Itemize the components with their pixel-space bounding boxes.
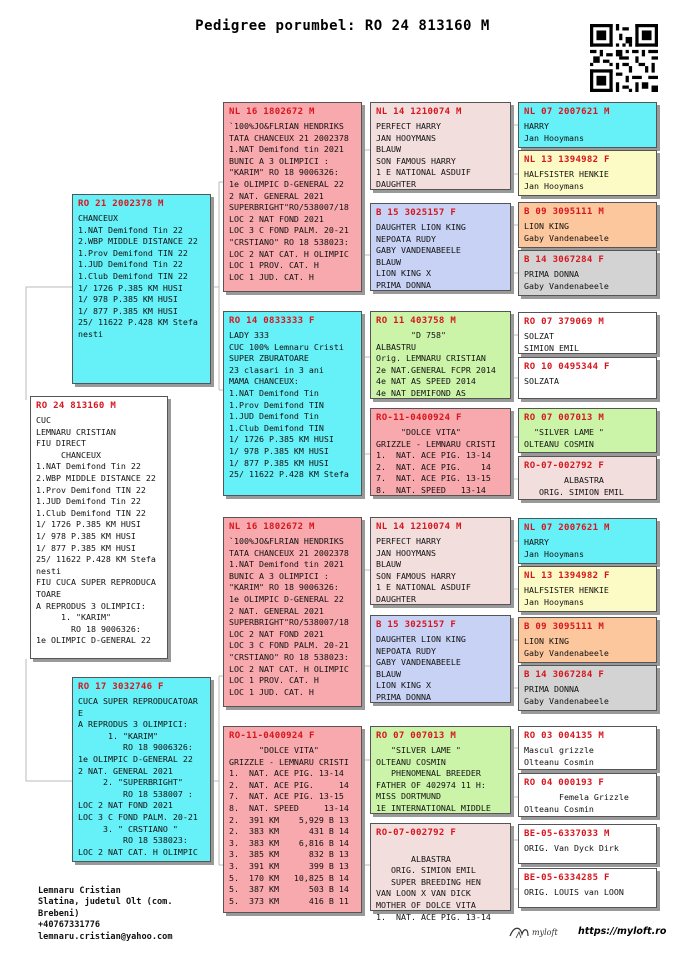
pedigree-sdss-card[interactable] [518, 312, 657, 354]
ring-number: RO 21 2002378 M [78, 199, 164, 209]
ring-number: RO 07 379069 M [524, 317, 605, 327]
pedigree-sds-card[interactable] [370, 311, 511, 399]
pedigree-dam-card[interactable] [72, 677, 211, 862]
bird-description: ALBASTRA ORIG. SIMION EMIL [539, 475, 624, 497]
bird-description: HARRY Jan Hooymans [524, 121, 584, 143]
pedigree-dddd-card[interactable] [518, 868, 657, 908]
pedigree-sdsd-card[interactable] [518, 357, 657, 399]
myloft-logo-icon [508, 922, 568, 942]
bird-description: Mascul grizzle Olteanu Cosmin [524, 745, 594, 767]
pedigree-sire-sire-card[interactable] [223, 102, 362, 292]
breeder-name: Lemnaru Cristian [38, 886, 121, 896]
ring-number: B 09 3095111 M [524, 622, 605, 632]
pedigree-dam-dam-card[interactable] [223, 726, 362, 913]
pedigree-sss-card[interactable] [370, 102, 511, 190]
ring-number: RO 24 813160 M [36, 401, 117, 411]
ring-number: RO-07-002792 F [524, 461, 605, 471]
pedigree-sdds-card[interactable] [518, 408, 657, 453]
ring-number: RO 10 0495344 F [524, 362, 610, 372]
bird-description: HALFSISTER HENKIE Jan Hooymans [524, 585, 609, 607]
pedigree-ddd-card[interactable] [370, 823, 511, 922]
website-link[interactable]: https://myloft.ro [578, 926, 667, 937]
bird-description: SOLZAT SIMION EMIL [524, 331, 579, 353]
bird-description: PRIMA DONNA Gaby Vandenabeele [524, 684, 609, 706]
pedigree-ddsd-card[interactable] [518, 773, 657, 817]
pedigree-subject-card[interactable] [30, 396, 168, 659]
bird-description: PERFECT HARRY JAN HOOYMANS BLAUW SON FAMOUS HARRY 1 E NATIONAL ASDUIF DAUGHTER [376, 536, 471, 604]
bird-description: "SILVER LAME " OLTEANU COSMIN [524, 427, 604, 449]
bird-description: CUC LEMNARU CRISTIAN FIU DIRECT CHANCEUX 1.NAT Demifond Tin 22 2.WBP MIDDLE DISTANCE 22 1.Prov Demifond TIN 22 1.JUD Demifond Tin 22 1.Club Demifond TIN 22 1/ 1726 P.385 KM HUSI 1/ 978 P.385 KM HUSI 1/ 877 P.385 KM HUSI 25/ 11622 P.428 KM Stefa nesti FIU CUCA SUPER REPRODUCA TOARE A REPRODUS 3 OLIMPICI: 1. "KARIM" RO 18 9006326: 1e OLIMPIC D-GENERAL 22 [36, 415, 156, 646]
pedigree-sire-card[interactable] [72, 194, 211, 384]
bird-description: PERFECT HARRY JAN HOOYMANS BLAUW SON FAMOUS HARRY 1 E NATIONAL ASDUIF DAUGHTER [376, 121, 471, 189]
page-title: Pedigree porumbel: RO 24 813160 M [195, 18, 490, 34]
ring-number: RO 03 004135 M [524, 731, 605, 741]
ring-number: NL 07 2007621 M [524, 107, 610, 117]
breeder-email: lemnaru.cristian@yahoo.com [38, 931, 173, 942]
breeder-address-line-2: Brebeni) [38, 908, 80, 919]
ring-number: RO-11-0400924 F [229, 731, 315, 741]
pedigree-sddd-card[interactable] [518, 456, 657, 500]
bird-description: LION KING Gaby Vandenabeele [524, 636, 609, 658]
ring-number: NL 16 1802672 M [229, 522, 315, 532]
pedigree-sire-dam-card[interactable] [223, 311, 362, 496]
pedigree-ssd-card[interactable] [370, 203, 511, 291]
bird-description: PRIMA DONNA Gaby Vandenabeele [524, 269, 609, 291]
pedigree-ssdd-card[interactable] [518, 250, 657, 296]
pedigree-sdd-card[interactable] [370, 408, 511, 496]
ring-number: B 09 3095111 M [524, 207, 605, 217]
ring-number: RO 14 0833333 F [229, 316, 315, 326]
ring-number: B 15 3025157 F [376, 620, 457, 630]
ring-number: RO-07-002792 F [376, 828, 457, 838]
pedigree-dsss-card[interactable] [518, 518, 657, 564]
pedigree-ssss-card[interactable] [518, 102, 657, 148]
breeder-contact [38, 886, 173, 943]
ring-number: RO-11-0400924 F [376, 413, 462, 423]
pedigree-dsds-card[interactable] [518, 617, 657, 663]
ring-number: NL 14 1210074 M [376, 522, 462, 532]
pedigree-sssd-card[interactable] [518, 150, 657, 196]
ring-number: RO 07 007013 M [524, 413, 605, 423]
bird-description: ALBASTRA ORIG. SIMION EMIL SUPER BREEDING HEN VAN LOON X VAN DICK MOTHER OF DOLCE VITA 1. NAT. ACE PIG. 13-14 [376, 853, 491, 922]
breeder-address-line-1: Slatina, judetul Olt (com. [38, 897, 173, 908]
pedigree-dds-card[interactable] [370, 726, 511, 814]
ring-number: RO 07 007013 M [376, 731, 457, 741]
ring-number: NL 16 1802672 M [229, 107, 315, 117]
ring-number: BE-05-6334285 F [524, 873, 610, 883]
bird-description: DAUGHTER LION KING NEPOATA RUDY GABY VANDENABEELE BLAUW LION KING X PRIMA DONNA [376, 634, 466, 702]
ring-number: NL 14 1210074 M [376, 107, 462, 117]
bird-description: HALFSISTER HENKIE Jan Hooymans [524, 169, 609, 191]
bird-description: "DOLCE VITA" GRIZZLE - LEMNARU CRISTI 1. NAT. ACE PIG. 13-14 2. NAT. ACE PIG. 14 7. NAT. ACE PIG. 13-15 8. NAT. SPEED 13-14 2. 391 KM 5,929 B 13 2. 383 KM 431 B 14 3. 383 KM 6,816 B 14 3. 385 KM 832 B 13 3. 391 KM 399 B 13 5. 170 KM 10,825 B 14 5. 387 KM 503 B 14 5. 373 KM 416 B 11 [229, 745, 349, 906]
bird-description: LION KING Gaby Vandenabeele [524, 221, 609, 243]
ring-number: RO 17 3032746 F [78, 682, 164, 692]
bird-description: SOLZATA [524, 376, 559, 386]
ring-number: B 15 3025157 F [376, 208, 457, 218]
ring-number: NL 13 1394982 F [524, 571, 610, 581]
bird-description: LADY 333 CUC 100% Lemnaru Cristi SUPER ZBURATOARE 23 clasari in 3 ani MAMA CHANCEUX: 1.NAT Demifond Tin 1.Prov Demifond TIN 1.JUD Demifond Tin 1.Club Demifond TIN 1/ 1726 P.385 KM HUSI 1/ 978 P.385 KM HUSI 1/ 877 P.385 KM HUSI 25/ 11622 P.428 KM Stefa [229, 330, 349, 480]
bird-description: ORIG. LOUIS van LOON [524, 887, 624, 897]
ring-number: B 14 3067284 F [524, 255, 605, 265]
pedigree-ssds-card[interactable] [518, 202, 657, 248]
bird-description: HARRY Jan Hooymans [524, 537, 584, 559]
pedigree-dssd-card[interactable] [518, 566, 657, 612]
bird-description: Femela Grizzle Olteanu Cosmin [524, 792, 629, 814]
logo-text: myloft [532, 928, 558, 937]
bird-description: `100%JO&FLRIAN HENDRIKS TATA CHANCEUX 21 2002378 1.NAT Demifond tin 2021 BUNIC A 3 OLIMPICI : "KARIM" RO 18 9006326: 1e OLIMPIC D-GENERAL 22 2 NAT. GENERAL 2021 SUPERBRIGHT"RO/538007/18 LOC 2 NAT FOND 2021 LOC 3 C FOND PALM. 20-21 "CRSTIANO" RO 18 538023: LOC 2 NAT CAT. H OLIMPIC LOC 1 PROV. CAT. H LOC 1 JUD. CAT. H [229, 536, 349, 697]
breeder-phone: +40767331776 [38, 920, 101, 931]
ring-number: B 14 3067284 F [524, 670, 605, 680]
bird-description: "DOLCE VITA" GRIZZLE - LEMNARU CRISTI 1. NAT. ACE PIG. 13-14 2. NAT. ACE PIG. 14 7. NAT. ACE PIG. 13-15 8. NAT. SPEED 13-14 [376, 427, 496, 495]
pedigree-dam-sire-card[interactable] [223, 517, 362, 707]
bird-description: "SILVER LAME " OLTEANU COSMIN PHENOMENAL BREEDER FATHER OF 402974 11 H: MISS DORTMUND 1E INTERNATIONAL MIDDLE [376, 745, 491, 813]
bird-description: CHANCEUX 1.NAT Demifond Tin 22 2.WBP MIDDLE DISTANCE 22 1.Prov Demifond TIN 22 1.JUD Demifond Tin 22 1.Club Demifond TIN 22 1/ 1726 P.385 KM HUSI 1/ 978 P.385 KM HUSI 1/ 877 P.385 KM HUSI 25/ 11622 P.428 KM Stefa nesti [78, 213, 198, 339]
ring-number: NL 13 1394982 F [524, 155, 610, 165]
ring-number: RO 04 000193 F [524, 778, 605, 788]
ring-number: NL 07 2007621 M [524, 523, 610, 533]
bird-description: CUCA SUPER REPRODUCATOAR E A REPRODUS 3 OLIMPICI: 1. "KARIM" RO 18 9006326: 1e OLIMPIC D-GENERAL 22 2 NAT. GENERAL 2021 2. "SUPERBRIGHT" RO 18 538007 : LOC 2 NAT FOND 2021 LOC 3 C FOND PALM. 20-21 3. " CRSTIANO " RO 18 538023: LOC 2 NAT CAT. H OLIMPIC [78, 696, 198, 857]
bird-description: DAUGHTER LION KING NEPOATA RUDY GABY VANDENABEELE BLAUW LION KING X PRIMA DONNA [376, 222, 466, 290]
ring-number: RO 11 403758 M [376, 316, 457, 326]
pedigree-ddds-card[interactable] [518, 824, 657, 864]
ring-number: BE-05-6337033 M [524, 829, 610, 839]
pedigree-dsdd-card[interactable] [518, 665, 657, 711]
bird-description: `100%JO&FLRIAN HENDRIKS TATA CHANCEUX 21 2002378 1.NAT Demifond tin 2021 BUNIC A 3 OLIMPICI : "KARIM" RO 18 9006326: 1e OLIMPIC D-GENERAL 22 2 NAT. GENERAL 2021 SUPERBRIGHT"RO/538007/18 LOC 2 NAT FOND 2021 LOC 3 C FOND PALM. 20-21 "CRSTIANO" RO 18 538023: LOC 2 NAT CAT. H OLIMPIC LOC 1 PROV. CAT. H LOC 1 JUD. CAT. H [229, 121, 349, 282]
pedigree-ddss-card[interactable] [518, 726, 657, 770]
bird-description: "D 758" ALBASTRU Orig. LEMNARU CRISTIAN 2e NAT.GENERAL FCPR 2014 4e NAT AS SPEED 2014 4e NAT DEMIFOND AS [376, 330, 496, 398]
bird-description: ORIG. Van Dyck Dirk [524, 843, 619, 853]
pedigree-dsd-card[interactable] [370, 615, 511, 703]
pedigree-dss-card[interactable] [370, 517, 511, 605]
